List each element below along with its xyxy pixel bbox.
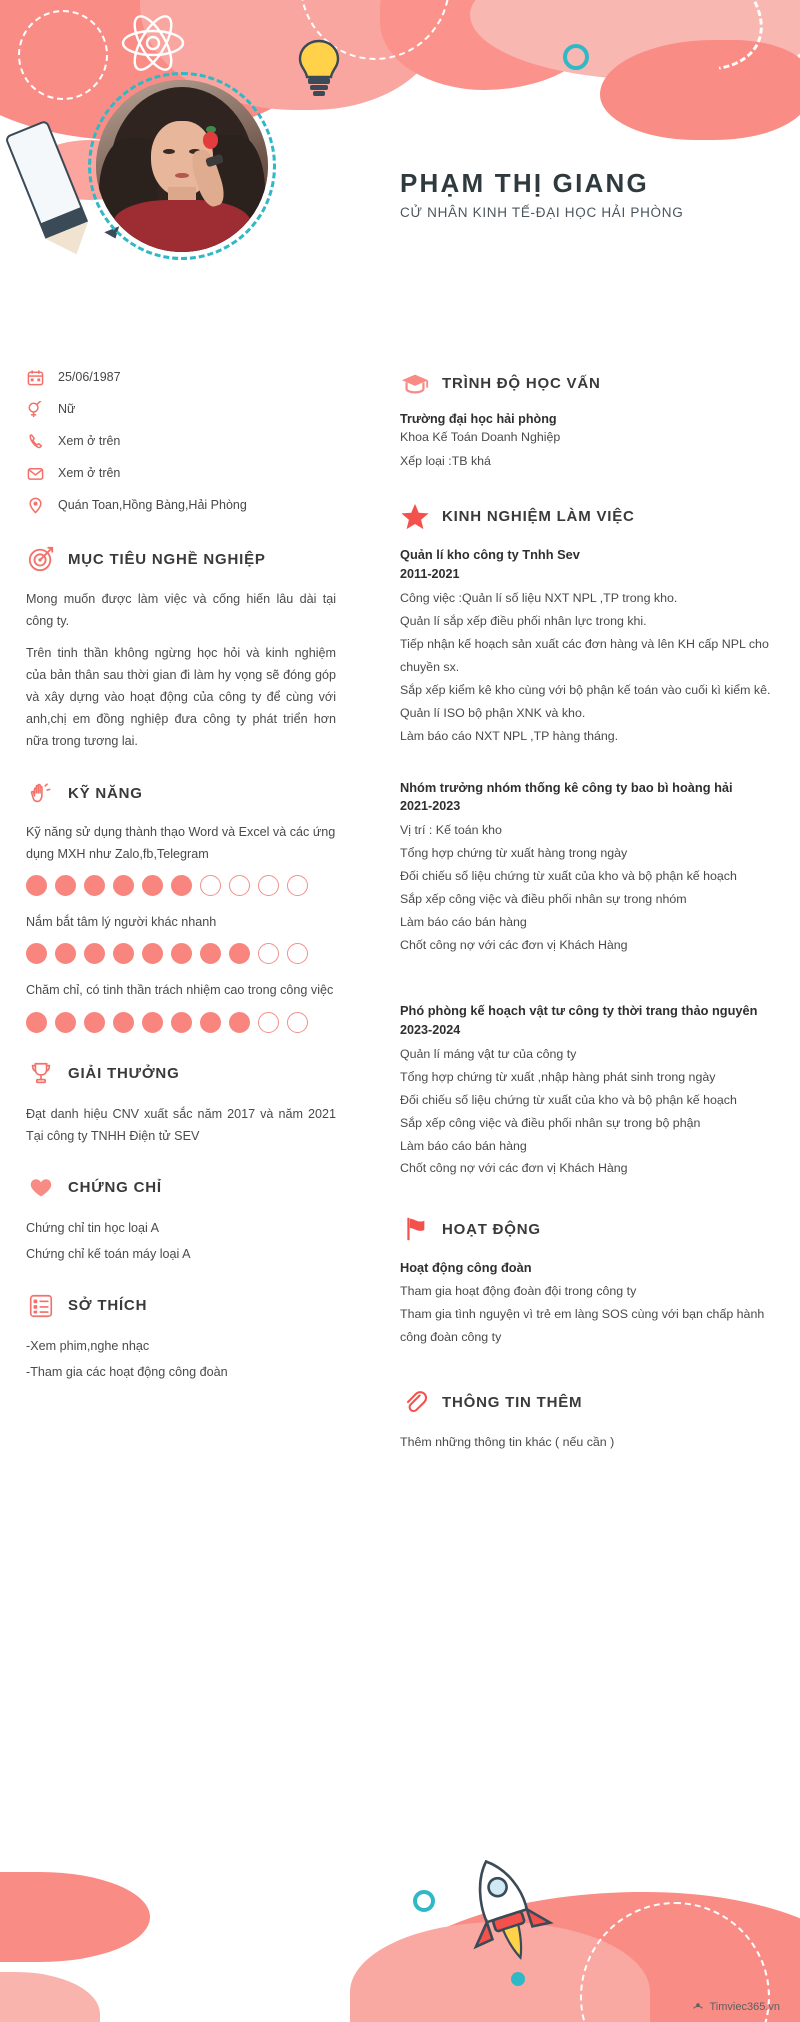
star-icon — [400, 501, 430, 531]
award-line: Đạt danh hiệu CNV xuất sắc năm 2017 và năm 2021 Tại công ty TNHH Điện tử SEV — [26, 1106, 336, 1143]
rating-dot — [55, 943, 76, 964]
certificate-line: Chứng chỉ tin học loại A — [26, 1220, 160, 1235]
objective-paragraph: Trên tinh thần không ngừng học hỏi và kinh nghiệm của bản thân sau thời gian đi làm hy vọng sẽ đóng góp và xây dựng vào hoạt động của công ty để cùng với anh,chị em đồng nghiệp đưa công ty phát triển hơn nữa trong tương lai. — [26, 646, 336, 749]
rating-dot — [258, 875, 279, 896]
logo-icon — [692, 1999, 704, 2014]
rating-dot — [200, 875, 221, 896]
section-header — [26, 1173, 336, 1203]
contact-value: Xem ở trên — [58, 434, 121, 448]
skill-rating — [26, 875, 336, 896]
rating-dot — [142, 943, 163, 964]
decor-dashed-circle — [18, 10, 108, 100]
section-extra-info — [400, 1387, 772, 1454]
section-title: SỞ THÍCH — [68, 1297, 148, 1315]
avatar-photo — [96, 80, 268, 252]
education-line: Khoa Kế Toán Doanh Nghiệp — [400, 430, 561, 444]
experience-date: 2023-2024 — [400, 1022, 461, 1037]
experience-line: Sắp xếp kiểm kê kho cùng với bộ phận kế toán vào cuối kì kiểm kê. — [400, 682, 771, 697]
atom-icon — [118, 8, 188, 78]
experience-line: Quản lí máng vật tư của công ty — [400, 1046, 577, 1061]
footer-decoration — [0, 1782, 800, 2022]
skill-rating — [26, 1012, 336, 1033]
section-interests — [26, 1291, 336, 1383]
skill-item — [26, 980, 336, 1032]
section-header — [26, 1059, 336, 1089]
section-awards — [26, 1059, 336, 1147]
email-icon — [26, 464, 44, 482]
rating-dot — [55, 875, 76, 896]
experience-line: Quản lí sắp xếp điều phối nhân lực trong khi. — [400, 613, 647, 628]
trophy-icon — [26, 1059, 56, 1089]
section-experience — [400, 501, 772, 1180]
section-title: GIẢI THƯỞNG — [68, 1065, 180, 1083]
section-title: TRÌNH ĐỘ HỌC VẤN — [442, 374, 601, 392]
decor-blob — [0, 1872, 150, 1962]
contact-value: Xem ở trên — [58, 466, 121, 480]
rating-dot — [26, 1012, 47, 1033]
calendar-icon — [26, 368, 44, 386]
footer-credit — [692, 1999, 780, 2014]
rating-dot — [200, 1012, 221, 1033]
rating-dot — [113, 1012, 134, 1033]
contact-item-birthday — [26, 368, 336, 386]
rating-dot — [229, 943, 250, 964]
experience-date: 2011-2021 — [400, 566, 460, 581]
section-header — [26, 544, 336, 574]
section-title: CHỨNG CHỈ — [68, 1179, 162, 1197]
extra-line: Thêm những thông tin khác ( nếu cần ) — [400, 1435, 615, 1450]
decor-blob — [0, 1972, 100, 2022]
section-header — [400, 1214, 772, 1244]
rating-dot — [287, 1012, 308, 1033]
experience-role: Phó phòng kế hoạch vật tư công ty thời trang thảo nguyên — [400, 1002, 758, 1018]
rating-dot — [113, 943, 134, 964]
rating-dot — [229, 1012, 250, 1033]
objective-paragraph: Mong muốn được làm việc và cống hiến lâu dài tại công ty. — [26, 592, 336, 629]
section-header — [26, 1291, 336, 1321]
left-column — [26, 368, 336, 1409]
paperclip-icon — [400, 1387, 430, 1417]
section-skills — [26, 778, 336, 1033]
experience-line: Chốt công nợ với các đơn vị Khách Hàng — [400, 938, 628, 953]
target-icon — [26, 544, 56, 574]
section-objective — [26, 544, 336, 752]
rating-dot — [287, 875, 308, 896]
section-title: THÔNG TIN THÊM — [442, 1393, 583, 1411]
experience-date: 2021-2023 — [400, 799, 461, 814]
experience-role: Nhóm trưởng nhóm thống kê công ty bao bì hoàng hải — [400, 779, 733, 795]
experience-line: Chốt công nợ với các đơn vị Khách Hàng — [400, 1161, 628, 1176]
page-title: PHẠM THỊ GIANG — [400, 168, 649, 198]
experience-line: Tổng hợp chứng từ xuất hàng trong ngày — [400, 846, 628, 861]
experience-line: Sắp xếp công việc và điều phối nhân sự trong bộ phận — [400, 1115, 701, 1130]
contact-item-address — [26, 496, 336, 514]
section-title: KINH NGHIỆM LÀM VIỆC — [442, 507, 635, 525]
location-icon — [26, 496, 44, 514]
section-header — [400, 368, 772, 398]
experience-line: Làm báo cáo NXT NPL ,TP hàng tháng. — [400, 728, 619, 743]
contact-value: Nữ — [58, 402, 76, 416]
rating-dot — [84, 1012, 105, 1033]
experience-entry — [400, 778, 772, 957]
experience-role: Quản lí kho công ty Tnhh Sev — [400, 547, 580, 563]
education-entry — [400, 412, 772, 473]
section-education — [400, 368, 772, 473]
activities-line: Tham gia hoạt động đoàn đội trong công ty — [400, 1284, 637, 1299]
interest-line: -Xem phim,nghe nhạc — [26, 1338, 150, 1353]
certificate-line: Chứng chỉ kế toán máy loại A — [26, 1246, 191, 1261]
skill-item — [26, 822, 336, 896]
skill-label: Nắm bắt tâm lý người khác nhanh — [26, 915, 217, 930]
rating-dot — [171, 1012, 192, 1033]
rating-dot — [113, 875, 134, 896]
experience-line: Làm báo cáo bán hàng — [400, 1138, 527, 1153]
decor-teal-dot — [511, 1972, 525, 1986]
rating-dot — [258, 943, 279, 964]
contact-item-gender — [26, 400, 336, 418]
decor-teal-ring — [563, 44, 589, 70]
contact-list — [26, 368, 336, 514]
section-activities — [400, 1214, 772, 1349]
rating-dot — [171, 943, 192, 964]
rating-dot — [84, 943, 105, 964]
section-title: MỤC TIÊU NGHỀ NGHIỆP — [68, 550, 266, 568]
section-header — [400, 501, 772, 531]
section-title: HOẠT ĐỘNG — [442, 1220, 541, 1238]
checklist-icon — [26, 1291, 56, 1321]
skill-rating — [26, 943, 336, 964]
activities-subtitle: Hoạt động công đoàn — [400, 1260, 532, 1276]
experience-line: Công việc :Quản lí số liệu NXT NPL ,TP trong kho. — [400, 590, 678, 605]
experience-line: Quản lí ISO bộ phận XNK và kho. — [400, 705, 586, 720]
contact-value: 25/06/1987 — [58, 370, 121, 384]
experience-line: Đối chiếu số liệu chứng từ xuất của kho và bộ phận kế hoạch — [400, 869, 737, 884]
experience-line: Làm báo cáo bán hàng — [400, 915, 527, 930]
rating-dot — [171, 875, 192, 896]
experience-line: Tổng hợp chứng từ xuất ,nhập hàng phát sinh trong ngày — [400, 1069, 716, 1084]
contact-item-phone[interactable] — [26, 432, 336, 450]
lightbulb-icon — [292, 38, 346, 100]
certificates-body — [26, 1217, 336, 1265]
activities-entry — [400, 1258, 772, 1349]
rating-dot — [84, 875, 105, 896]
rating-dot — [287, 943, 308, 964]
interests-body — [26, 1335, 336, 1383]
section-header — [26, 778, 336, 808]
right-column — [400, 368, 772, 1480]
skill-label: Kỹ năng sử dụng thành thạo Word và Excel và các ứng dụng MXH như Zalo,fb,Telegram — [26, 825, 336, 861]
hand-icon — [26, 778, 56, 808]
education-line: Xếp loại :TB khá — [400, 453, 491, 468]
awards-body — [26, 1103, 336, 1147]
rating-dot — [26, 943, 47, 964]
section-certificates — [26, 1173, 336, 1265]
rating-dot — [258, 1012, 279, 1033]
phone-icon — [26, 432, 44, 450]
page-subtitle: CỬ NHÂN KINH TẾ-ĐẠI HỌC HẢI PHÒNG — [400, 205, 684, 220]
flag-icon — [400, 1214, 430, 1244]
education-school: Trường đại học hải phòng — [400, 412, 557, 426]
objective-body — [26, 588, 336, 752]
section-title: KỸ NĂNG — [68, 784, 143, 802]
header — [400, 168, 780, 220]
contact-item-email[interactable] — [26, 464, 336, 482]
rating-dot — [229, 875, 250, 896]
rating-dot — [142, 875, 163, 896]
rating-dot — [200, 943, 221, 964]
contact-value: Quán Toan,Hồng Bàng,Hải Phòng — [58, 498, 247, 512]
avatar — [88, 72, 276, 260]
footer-credit-text: Timviec365.vn — [709, 2000, 780, 2013]
heart-icon — [26, 1173, 56, 1203]
experience-line: Vị trí : Kế toán kho — [400, 823, 502, 838]
activities-line: Tham gia tình nguyện vì trẻ em làng SOS cùng với bạn chấp hành công đoàn công ty — [400, 1307, 765, 1345]
experience-entry — [400, 545, 772, 747]
interest-line: -Tham gia các hoạt động công đoàn — [26, 1365, 228, 1379]
experience-line: Tiếp nhận kế hoạch sản xuất các đơn hàng và lên KH cấp NPL cho chuyền sx. — [400, 636, 769, 674]
rating-dot — [142, 1012, 163, 1033]
experience-line: Đối chiếu số liệu chứng từ xuất của kho và bộ phận kế hoạch — [400, 1092, 737, 1107]
gender-icon — [26, 400, 44, 418]
rating-dot — [55, 1012, 76, 1033]
experience-line: Sắp xếp công việc và điều phối nhân sự trong nhóm — [400, 892, 687, 907]
graduation-cap-icon — [400, 368, 430, 398]
rating-dot — [26, 875, 47, 896]
skill-label: Chăm chỉ, có tinh thần trách nhiệm cao trong công việc — [26, 983, 334, 998]
skill-item — [26, 912, 336, 964]
section-header — [400, 1387, 772, 1417]
experience-entry — [400, 1001, 772, 1180]
